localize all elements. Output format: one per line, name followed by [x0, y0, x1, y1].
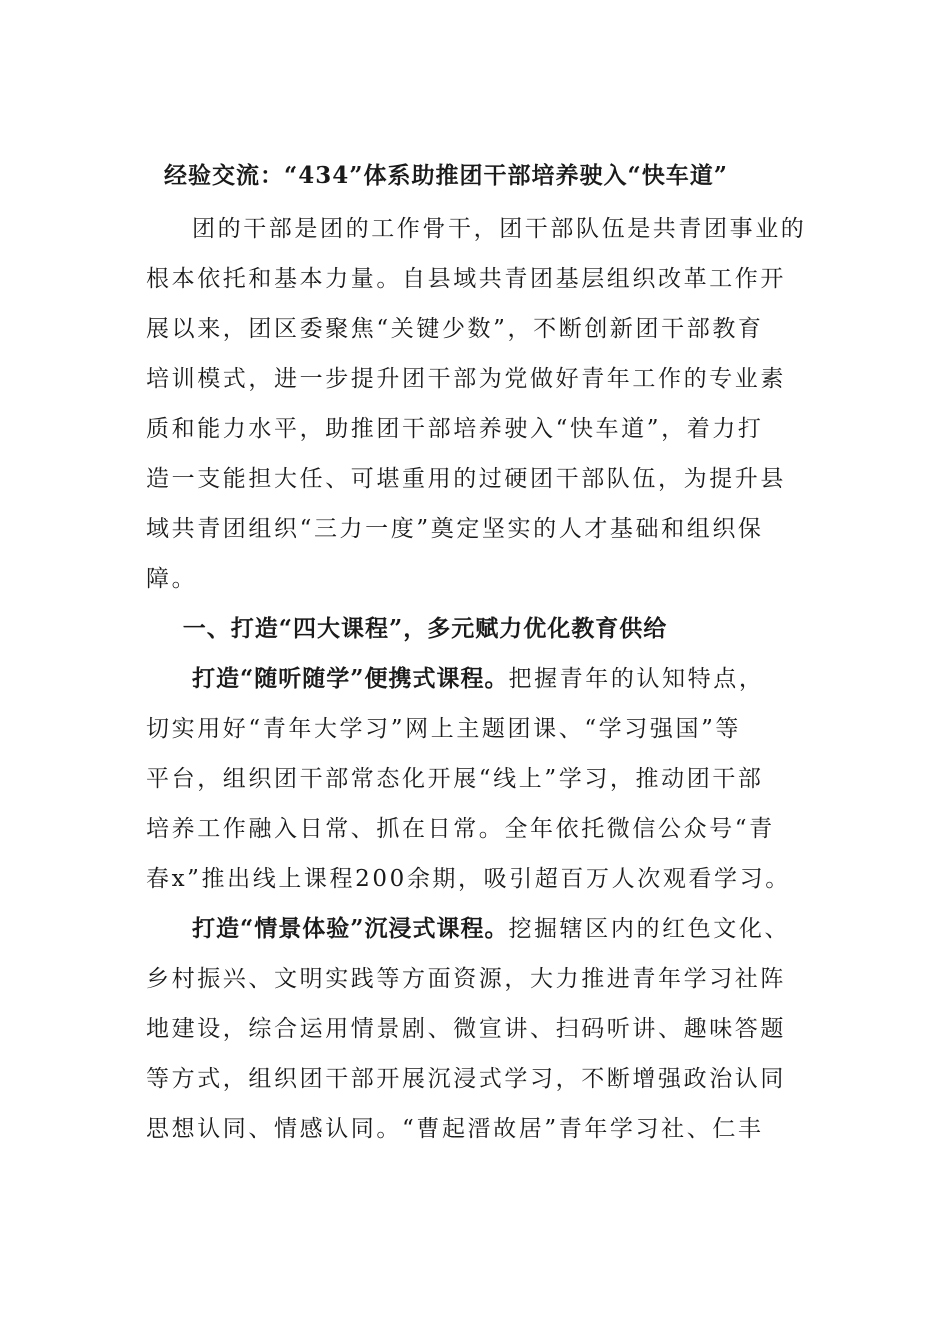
section-heading-1: 一、打造“四大课程”，多元赋力优化教育供给	[182, 615, 668, 642]
paragraph-line: 地建设，综合运用情景剧、微宣讲、扫码听讲、趣味答题	[146, 1016, 786, 1042]
paragraph-first-line	[146, 904, 806, 954]
intro-line: 团的干部是团的工作骨干，团干部队伍是共青团事业的	[192, 216, 807, 242]
intro-line: 培训模式，进一步提升团干部为党做好青年工作的专业素	[146, 366, 786, 392]
intro-paragraph	[146, 204, 806, 604]
intro-line: 质和能力水平，助推团干部培养驶入“快车道”，着力打	[146, 416, 764, 442]
intro-line: 域共青团组织“三力一度”奠定坚实的人才基础和组织保	[146, 516, 764, 542]
paragraph-portable-course	[146, 654, 806, 904]
paragraph-immersive-course	[146, 904, 806, 1154]
intro-line: 障。	[146, 566, 198, 592]
document-title: 经验交流：“434”体系助推团干部培养驶入“快车道”	[164, 162, 728, 189]
intro-line: 根本依托和基本力量。自县域共青团基层组织改革工作开	[146, 266, 786, 292]
paragraph-lead: 打造“情景体验”沉浸式课程。	[192, 915, 509, 942]
paragraph-line: 思想认同、情感认同。“曹起溍故居”青年学习社、仁丰	[146, 1116, 764, 1142]
intro-line: 展以来，团区委聚焦“关键少数”，不断创新团干部教育	[146, 316, 764, 342]
paragraph-text: 挖掘辖区内的红色文化、	[508, 916, 791, 942]
paragraph-first-line	[146, 654, 806, 704]
document-page	[146, 148, 806, 1154]
paragraph-text: 把握青年的认知特点，	[508, 666, 765, 692]
paragraph-line: 乡村振兴、文明实践等方面资源，大力推进青年学习社阵	[146, 966, 786, 992]
paragraph-line: 等方式，组织团干部开展沉浸式学习，不断增强政治认同	[146, 1066, 786, 1092]
intro-line: 造一支能担大任、可堪重用的过硬团干部队伍，为提升县	[146, 466, 786, 492]
paragraph-line: 培养工作融入日常、抓在日常。全年依托微信公众号“青	[146, 816, 775, 842]
paragraph-line: 切实用好“青年大学习”网上主题团课、“学习强国”等	[146, 716, 742, 742]
paragraph-line: 平台，组织团干部常态化开展“线上”学习，推动团干部	[146, 766, 764, 792]
paragraph-line: 春x”推出线上课程200余期，吸引超百万人次观看学习。	[146, 866, 791, 892]
paragraph-lead: 打造“随听随学”便携式课程。	[192, 665, 509, 692]
